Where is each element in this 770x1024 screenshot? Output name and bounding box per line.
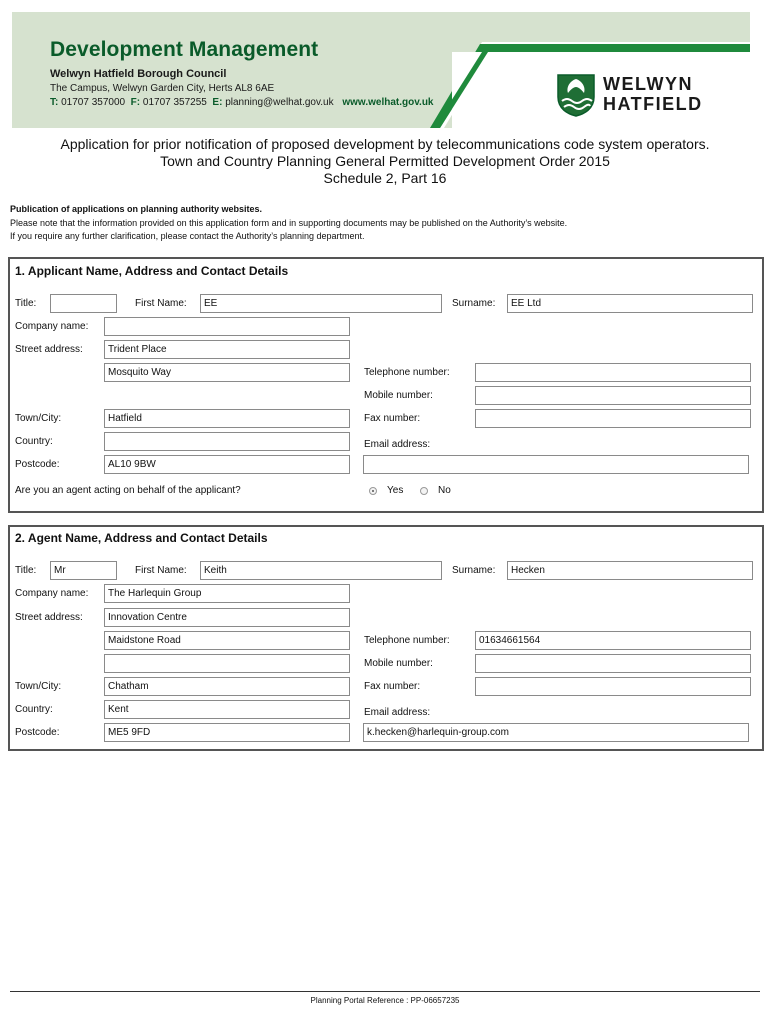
applicant-heading: 1. Applicant Name, Address and Contact Details	[15, 264, 289, 278]
council-contact	[50, 97, 433, 108]
applicant-town-label: Town/City:	[15, 413, 62, 424]
fax-number: 01707 357255	[142, 97, 207, 108]
agent-street-field-1[interactable]: Innovation Centre	[104, 608, 350, 627]
applicant-company-field[interactable]	[104, 317, 350, 336]
agent-street-field-3[interactable]	[104, 654, 350, 673]
agent-no-radio[interactable]	[420, 487, 428, 495]
agent-yes-label[interactable]: Yes	[387, 485, 404, 496]
footer-divider	[10, 991, 760, 992]
publication-heading: Publication of applications on planning authority websites.	[10, 204, 263, 214]
applicant-country-label: Country:	[15, 436, 53, 447]
applicant-surname-field[interactable]: EE Ltd	[507, 294, 753, 313]
agent-heading: 2. Agent Name, Address and Contact Details	[15, 531, 268, 545]
applicant-company-label: Company name:	[15, 321, 89, 332]
email-label: E:	[212, 97, 223, 108]
council-name: Welwyn Hatfield Borough Council	[50, 68, 227, 80]
applicant-postcode-field[interactable]: AL10 9BW	[104, 455, 350, 474]
agent-title-field[interactable]: Mr	[50, 561, 117, 580]
agent-fax-label: Fax number:	[364, 681, 421, 692]
agent-first-name-label: First Name:	[135, 565, 187, 576]
applicant-title-field[interactable]	[50, 294, 117, 313]
tel-label: T:	[50, 97, 59, 108]
applicant-telephone-field[interactable]	[475, 363, 751, 382]
applicant-postcode-label: Postcode:	[15, 459, 60, 470]
tel-number: 01707 357000	[61, 97, 126, 108]
agent-postcode-field[interactable]: ME5 9FD	[104, 723, 350, 742]
council-email: planning@welhat.gov.uk	[225, 97, 334, 108]
applicant-first-name-field[interactable]: EE	[200, 294, 442, 313]
applicant-mobile-label: Mobile number:	[364, 390, 433, 401]
applicant-first-name-label: First Name:	[135, 298, 187, 309]
agent-yes-radio[interactable]	[369, 487, 377, 495]
agent-question-label: Are you an agent acting on behalf of the applicant?	[15, 485, 241, 496]
applicant-surname-label: Surname:	[452, 298, 496, 309]
form-title-line-3: Schedule 2, Part 16	[323, 170, 447, 186]
agent-mobile-label: Mobile number:	[364, 658, 433, 669]
agent-company-field[interactable]: The Harlequin Group	[104, 584, 350, 603]
agent-fax-field[interactable]	[475, 677, 751, 696]
agent-surname-label: Surname:	[452, 565, 496, 576]
fax-label: F:	[130, 97, 141, 108]
agent-email-field[interactable]: k.hecken@harlequin-group.com	[363, 723, 749, 742]
agent-email-label: Email address:	[364, 707, 431, 718]
applicant-fax-label: Fax number:	[364, 413, 421, 424]
agent-country-label: Country:	[15, 704, 53, 715]
agent-town-label: Town/City:	[15, 681, 62, 692]
council-crest-icon	[556, 73, 596, 117]
applicant-email-field[interactable]	[363, 455, 749, 474]
agent-mobile-field[interactable]	[475, 654, 751, 673]
portal-reference: Planning Portal Reference : PP-06657235	[310, 996, 460, 1005]
department-title: Development Management	[50, 38, 319, 61]
agent-first-name-field[interactable]: Keith	[200, 561, 442, 580]
agent-postcode-label: Postcode:	[15, 727, 60, 738]
agent-title-label: Title:	[15, 565, 37, 576]
applicant-country-field[interactable]	[104, 432, 350, 451]
agent-street-label: Street address:	[15, 612, 83, 623]
council-logo-text	[603, 74, 703, 114]
applicant-telephone-label: Telephone number:	[364, 367, 450, 378]
applicant-street-field-1[interactable]: Trident Place	[104, 340, 350, 359]
agent-telephone-field[interactable]: 01634661564	[475, 631, 751, 650]
agent-country-field[interactable]: Kent	[104, 700, 350, 719]
agent-no-label[interactable]: No	[438, 485, 451, 496]
logo-line-1: WELWYN	[603, 74, 693, 94]
agent-town-field[interactable]: Chatham	[104, 677, 350, 696]
council-address: The Campus, Welwyn Garden City, Herts AL8 6AE	[50, 83, 275, 94]
form-title-line-2: Town and Country Planning General Permitted Development Order 2015	[160, 153, 610, 169]
publication-note-2: If you require any further clarification, please contact the Authority’s planning department.	[10, 231, 365, 241]
applicant-street-label: Street address:	[15, 344, 83, 355]
applicant-fax-field[interactable]	[475, 409, 751, 428]
agent-surname-field[interactable]: Hecken	[507, 561, 753, 580]
agent-company-label: Company name:	[15, 588, 89, 599]
agent-street-field-2[interactable]: Maidstone Road	[104, 631, 350, 650]
applicant-town-field[interactable]: Hatfield	[104, 409, 350, 428]
council-website[interactable]: www.welhat.gov.uk	[342, 97, 434, 108]
logo-line-2: HATFIELD	[603, 94, 703, 114]
applicant-mobile-field[interactable]	[475, 386, 751, 405]
form-title-line-1: Application for prior notification of proposed development by telecommunications code system operators.	[60, 136, 710, 152]
applicant-email-label: Email address:	[364, 439, 431, 450]
applicant-title-label: Title:	[15, 298, 37, 309]
agent-telephone-label: Telephone number:	[364, 635, 450, 646]
publication-note-1: Please note that the information provided on this application form and in supporting documents may be published on the Authority’s website.	[10, 218, 568, 228]
applicant-street-field-2[interactable]: Mosquito Way	[104, 363, 350, 382]
